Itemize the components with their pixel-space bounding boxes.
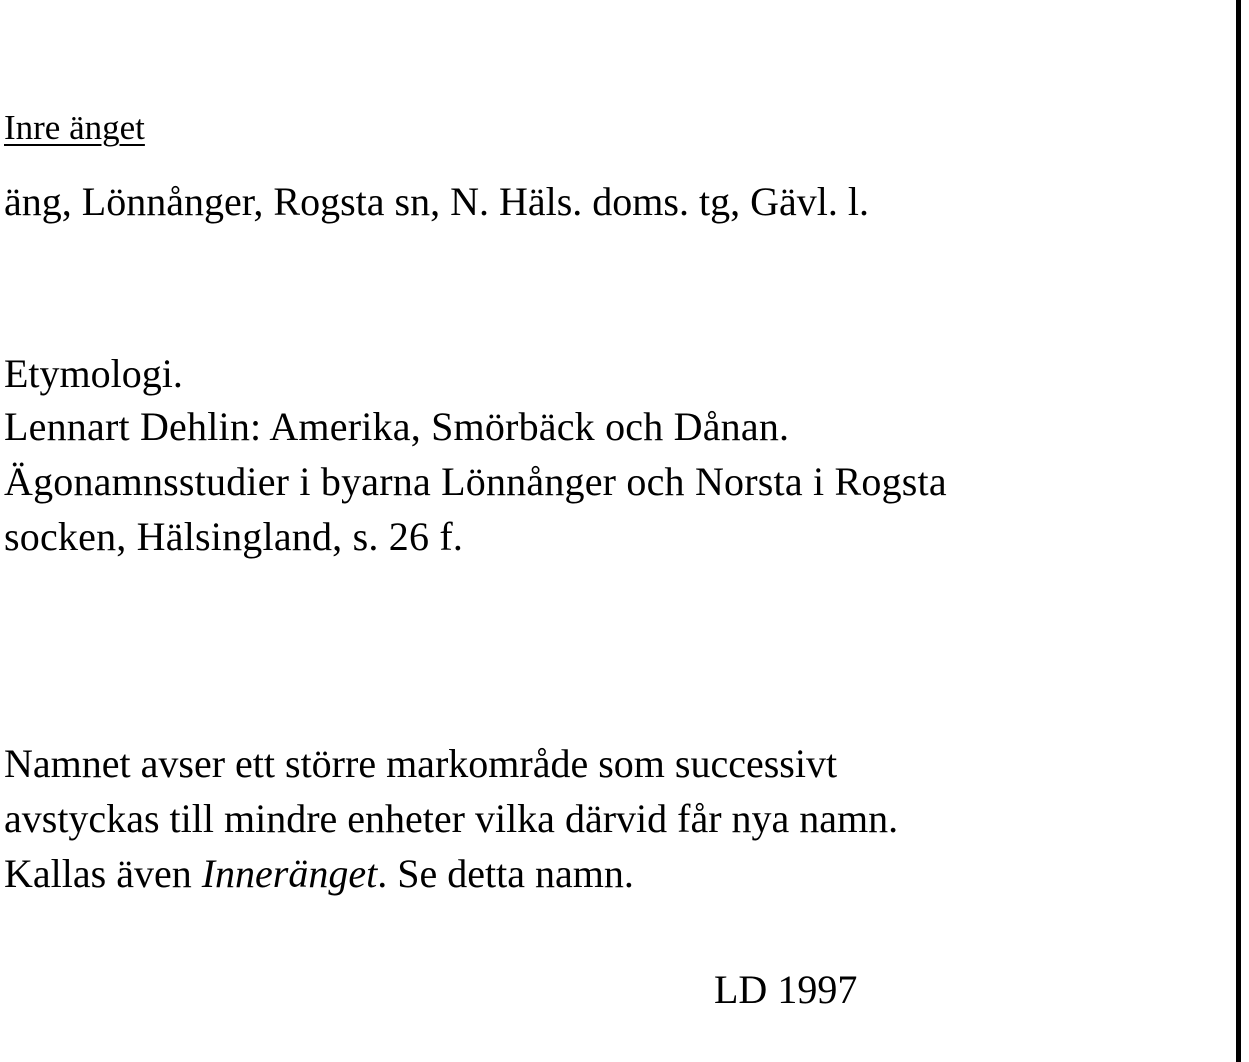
page-edge-rule	[1236, 0, 1241, 1062]
entry-location: äng, Lönnånger, Rogsta sn, N. Häls. doms. tg, Gävl. l.	[4, 179, 869, 224]
author-signature: LD 1997	[714, 967, 858, 1012]
note-line-3-suffix: . Se detta namn.	[377, 851, 634, 896]
note-line-1: Namnet avser ett större markområde som successivt	[4, 741, 838, 786]
etymology-heading: Etymologi.	[4, 351, 183, 396]
note-line-3	[4, 850, 634, 898]
reference-line-2: Ägonamnsstudier i byarna Lönnånger och Norsta i Rogsta	[4, 459, 947, 504]
cross-reference-name: Inneränget	[201, 851, 378, 896]
reference-line-3: socken, Hälsingland, s. 26 f.	[4, 514, 464, 559]
note-line-2: avstyckas till mindre enheter vilka därvid får nya namn.	[4, 796, 899, 841]
entry-title: Inre änget	[4, 108, 145, 147]
note-line-3-prefix: Kallas även	[4, 851, 202, 896]
reference-line-1: Lennart Dehlin: Amerika, Smörbäck och Dånan.	[4, 404, 790, 449]
